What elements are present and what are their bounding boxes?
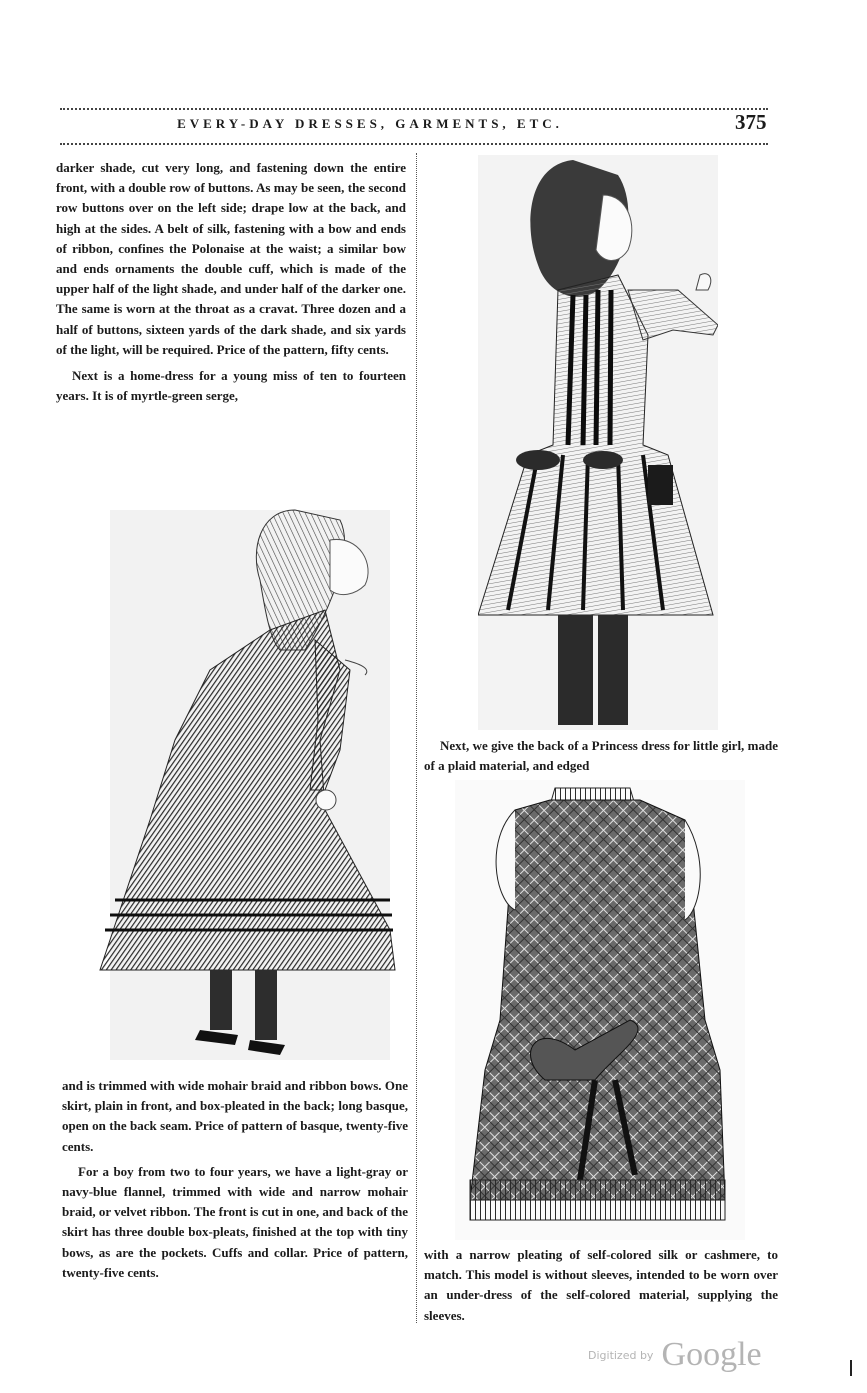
- digitized-watermark: [588, 1336, 762, 1374]
- left-text-bottom: [62, 1076, 408, 1283]
- right-text-top: [424, 736, 778, 776]
- illustration-boy-flannel-dress: [478, 155, 718, 730]
- right-paragraph-1: Next, we give the back of a Princess dress for little girl, made of a plaid material, and edged: [424, 738, 778, 774]
- page-edge-mark: [850, 1360, 852, 1376]
- digitized-prefix: Digitized by: [588, 1349, 654, 1362]
- illustration-princess-dress-back: [455, 780, 745, 1240]
- running-title: EVERY-DAY DRESSES, GARMENTS, ETC.: [177, 116, 563, 131]
- left-text-top: [56, 158, 406, 406]
- top-rule: [60, 108, 768, 110]
- right-text-bottom: [424, 1245, 778, 1326]
- column-divider: [416, 153, 417, 1323]
- page-number: 375: [735, 110, 767, 134]
- left-paragraph-1: darker shade, cut very long, and fastening down the entire front, with a double row of buttons. As may be seen, the second row buttons over on the left side; drape low at the back, and high at the sides. A belt of silk, fastening with a bow and ends of ribbon, confines the Polonaise at the waist; a similar bow and ends ornaments the double cuff, which is made of the upper half of the light shade, and under half of the darker one. The same is worn at the throat as a cravat. Three dozen and a half of buttons, sixteen yards of the dark shade, and six yards of the light, will be required. Price of the pattern, fifty cents.: [56, 160, 406, 357]
- right-paragraph-2: with a narrow pleating of self-colored silk or cashmere, to match. This model is without sleeves, intended to be worn over an under-dress of the self-colored material, supplying the sleeves.: [424, 1247, 778, 1323]
- left-paragraph-4: For a boy from two to four years, we have a light-gray or navy-blue flannel, trimmed with wide and narrow mohair braid, or velvet ribbon. The front is cut in one, and back of the skirt has three double box-pleats, finished at the top with tiny bows, as are the pockets. Cuffs and collar. Price of pattern, twenty-five cents.: [62, 1163, 408, 1280]
- google-logo: Google: [661, 1336, 762, 1373]
- left-paragraph-2: Next is a home-dress for a young miss of ten to fourteen years. It is of myrtle-green serge,: [56, 368, 406, 404]
- left-paragraph-3: and is trimmed with wide mohair braid and ribbon bows. One skirt, plain in front, and box-pleated in the back; long basque, open on the back seam. Price of pattern of basque, twenty-five cents.: [62, 1078, 408, 1154]
- illustration-girl-home-dress: [90, 490, 410, 1068]
- header-rule: [60, 143, 768, 145]
